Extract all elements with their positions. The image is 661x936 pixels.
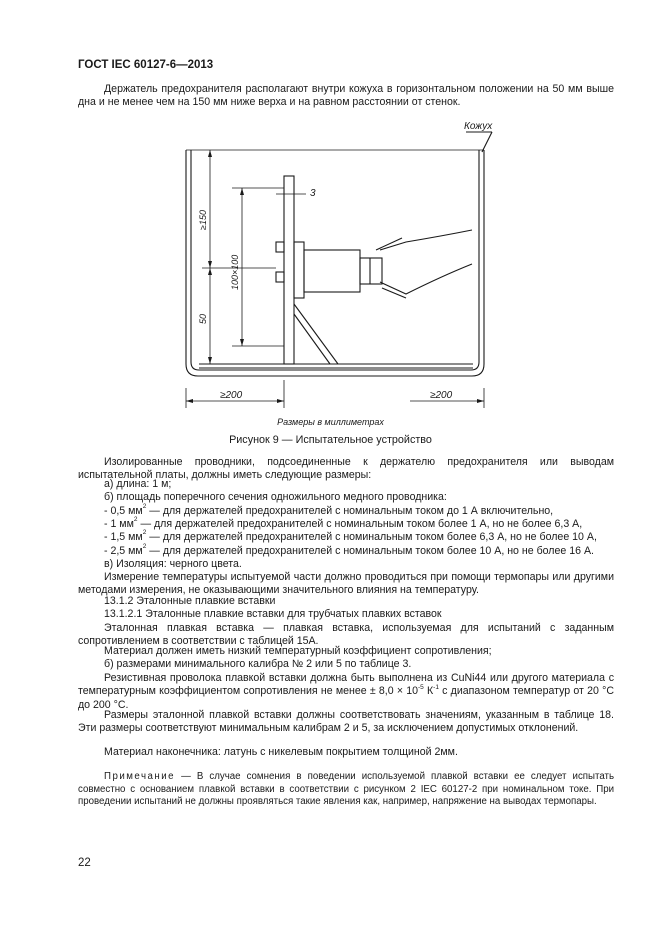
gauge-paragraph: б) размерами минимального калибра № 2 или 5 по таблице 3. xyxy=(104,658,412,670)
tip-material-paragraph: Материал наконечника: латунь с никелевым покрытием толщиной 2мм. xyxy=(104,746,458,758)
dimensions-paragraph: Размеры эталонной плавкой вставки должны соответствовать значениям, указанным в таблице 18. Эти размеры соответствуют минимальным калибрам 2 и 5, за исключением допустимых отклонений. xyxy=(78,709,614,735)
cross-section-bullet: - 1 $мм^2$ — для держателей предохранителей с номинальным током более 1 А, но не более 6,3 А, xyxy=(104,516,583,530)
figure-caption: Рисунок 9 — Испытательное устройство xyxy=(229,434,432,446)
enclosure-callout: Кожух xyxy=(464,121,493,132)
resistive-wire-paragraph: Резистивная проволока плавкой вставки должна быть выполнена из CuNi44 или другого материала с температурным коэффициентом сопротивления не менее ± $8,0 \times 10^{-5}$ $К^{-1}$ с диапазоном температур от 20 °С до 200 °С. xyxy=(78,672,614,711)
cross-section-bullet: - 2,5 $мм^2$ — для держателей предохранителей с номинальным током более 10 А, но не более 16 А. xyxy=(104,543,594,557)
left-clearance-dimension: ≥200 xyxy=(220,390,243,401)
top-clearance-dimension: ≥150 xyxy=(198,210,208,230)
section-heading: 13.1.2 Эталонные плавкие вставки xyxy=(104,595,276,607)
note-paragraph: Примечание — В случае сомнения в поведении используемой плавкой вставки ее следует испытать совместно с основанием плавкой вставки в соответствии с рисунком 2 IEC 60127-2 при номинальном токе. При проведении испытаний не должны проявляться такие явления как, например, напряжение на выводах термопары. xyxy=(78,771,614,808)
reference-fuse-paragraph: Эталонная плавкая вставка — плавкая вставка, используемая для испытаний с заданным сопротивлением в соответствии с таблицей 15А. xyxy=(78,622,614,648)
insulation-item: в) Изоляция: черного цвета. xyxy=(104,558,242,570)
cross-section-bullet: - 1,5 $мм^2$ — для держателей предохранителей с номинальным током более 6,3 А, но не более 10 А, xyxy=(104,529,597,543)
right-clearance-dimension: ≥200 xyxy=(430,390,453,401)
note-label: Примечание xyxy=(104,771,176,782)
cross-section-bullet: - 0,5 $мм^2$ — для держателей предохранителей с номинальным током до 1 А включительно, xyxy=(104,503,554,517)
thickness-dimension: 3 xyxy=(310,188,316,199)
length-item: а) длина: 1 м; xyxy=(104,478,172,490)
test-apparatus-figure xyxy=(180,118,500,414)
material-paragraph: Материал должен иметь низкий температурный коэффициент сопротивления; xyxy=(104,645,492,657)
dimensions-note: Размеры в миллиметрах xyxy=(277,417,384,427)
page-number: 22 xyxy=(78,857,91,869)
height-dimension: 50 xyxy=(198,313,208,324)
conductors-paragraph: Изолированные проводники, подсоединенные к держателю предохранителя или выводам испытательной платы, должны иметь следующие размеры: xyxy=(78,456,614,482)
temperature-paragraph: Измерение температуры испытуемой части должно проводиться при помощи термопары или другими методами измерения, не оказывающими значительного влияния на температуру. xyxy=(78,571,614,597)
subsection-heading: 13.1.2.1 Эталонные плавкие вставки для трубчатых плавких вставок xyxy=(104,608,442,620)
board-size-dimension: 100×100 xyxy=(230,254,240,290)
cross-section-item: б) площадь поперечного сечения одножильного медного проводника: xyxy=(104,491,447,503)
document-header: ГОСТ IEC 60127-6—2013 xyxy=(78,59,214,71)
intro-paragraph: Держатель предохранителя располагают внутри кожуха в горизонтальном положении на 50 мм выше дна и не менее чем на 150 мм ниже верха и на равном расстоянии от стенок. xyxy=(78,83,614,109)
